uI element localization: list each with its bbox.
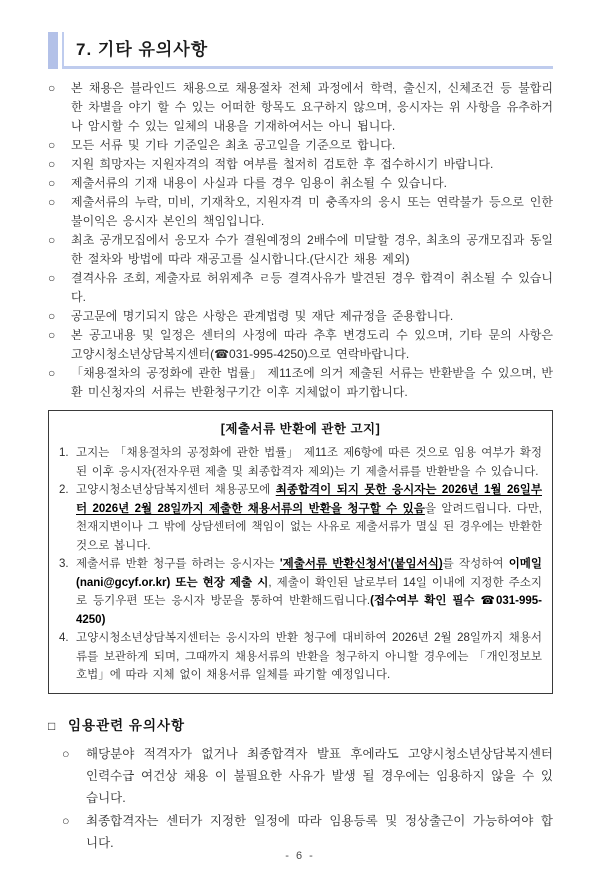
notes-list xyxy=(48,79,553,402)
employment-section xyxy=(48,714,553,854)
notice-item-number: 2. xyxy=(59,484,69,496)
employment-section-header xyxy=(48,714,553,734)
circle-bullet-icon: ○ xyxy=(48,366,56,380)
list-item xyxy=(48,364,553,402)
accent-bar xyxy=(48,32,58,69)
list-item-text: 본 채용은 블라인드 채용으로 채용절차 전체 과정에서 학력, 출신지, 신체조건 등 불합리한 차별을 야기 할 수 있는 어떠한 항목도 요구하지 않으며, 응시자는 위 사항을 유추하거나 암시할 수 있는 일체의 내용을 기재하여서는 아니 됩니다. xyxy=(71,81,553,133)
list-item-text: 결격사유 조회, 제출자료 허위제추 ㄹ등 결격사유가 발견된 경우 합격이 취소될 수 있습니다. xyxy=(71,271,553,304)
notice-item xyxy=(59,629,542,685)
circle-bullet-icon: ○ xyxy=(48,157,56,171)
circle-bullet-icon: ○ xyxy=(48,195,56,209)
circle-bullet-icon: ○ xyxy=(48,328,56,342)
notice-item-text: 고양시청소년상담복지센터 채용공모에 최종합격이 되지 못한 응시자는 2026년 1월 26일부터 2026년 2월 28일까지 제출한 채용서류의 반환을 청구할 수 있음을 알려드립니다. 다만, 천재지변이나 그 밖에 상담센터에 책임이 없는 사유로 제출서류가 멸실 된 경우에는 반환한 것으로 봅니다. xyxy=(76,484,543,552)
list-item xyxy=(48,231,553,269)
list-item xyxy=(48,193,553,231)
page-number: - 6 - xyxy=(285,850,315,862)
notice-item-number: 3. xyxy=(59,558,69,570)
list-item xyxy=(48,174,553,193)
employment-section-title: 임용관련 유의사항 xyxy=(68,717,186,733)
employment-notes-list xyxy=(62,743,553,854)
circle-bullet-icon: ○ xyxy=(62,746,70,761)
list-item-text: 본 공고내용 및 일정은 센터의 사정에 따라 추후 변경도리 수 있으며, 기타 문의 사항은 고양시청소년상담복지센터(☎031-995-4250)으로 연락바랍니다. xyxy=(71,328,553,361)
list-item-text: 「채용절차의 공정화에 관한 법률」 제11조에 의거 제출된 서류는 반환받을 수 있으며, 반환 미신청자의 서류는 반환청구기간 이후 지체없이 파기합니다. xyxy=(71,366,553,399)
notice-item xyxy=(59,444,542,481)
notice-item xyxy=(59,481,542,555)
document-page xyxy=(0,32,600,880)
circle-bullet-icon: ○ xyxy=(62,813,70,828)
notice-item-number: 4. xyxy=(59,632,69,644)
circle-bullet-icon: ○ xyxy=(48,138,56,152)
list-item xyxy=(48,307,553,326)
list-item xyxy=(62,743,553,809)
list-item xyxy=(48,136,553,155)
section-title: 7. 기타 유의사항 xyxy=(62,32,553,69)
notice-item-text: 제출서류 반환 청구를 하려는 응시자는 '제출서류 반환신청서'(붙임서식)를 작성하여 이메일 (nani@gcyf.or.kr) 또는 현장 제출 시, 제출이 확인된 날로부터 14일 이내에 지정한 주소지로 등기우편 또는 응시자 방문을 통하여 반환해드립니다.(접수여부 확인 필수 ☎031-995-4250) xyxy=(76,558,543,626)
list-item-text: 모든 서류 및 기타 기준일은 최초 공고일을 기준으로 합니다. xyxy=(71,138,396,152)
circle-bullet-icon: ○ xyxy=(48,309,56,323)
notice-item xyxy=(59,555,542,629)
list-item-text: 지원 희망자는 지원자격의 적합 여부를 철저히 검토한 후 접수하시기 바랍니다. xyxy=(71,157,494,171)
list-item-text: 최초 공개모집에서 응모자 수가 결원예정의 2배수에 미달할 경우, 최초의 공개모집과 동일한 절차와 방법에 따라 재공고를 실시합니다.(단시간 채용 제외) xyxy=(71,233,553,266)
notice-box xyxy=(48,410,553,694)
notice-item-text: 고양시청소년상담복지센터는 응시자의 반환 청구에 대비하여 2026년 2월 28일까지 채용서류를 보관하게 되며, 그때까지 채용서류의 반환을 청구하지 아니할 경우에는 「개인정보보호법」에 따라 지체 없이 채용서류 일체를 파기할 예정입니다. xyxy=(76,632,542,681)
list-item-text: 제출서류의 기재 내용이 사실과 다를 경우 임용이 취소될 수 있습니다. xyxy=(71,176,447,190)
list-item xyxy=(48,326,553,364)
notice-item-text: 고지는 「채용절차의 공정화에 관한 법률」 제11조 제6항에 따른 것으로 임용 여부가 확정된 이후 응시자(전자우편 제출 및 최종합격자 제외)는 기 제출서류를 반환받을 수 있습니다. xyxy=(76,447,542,478)
list-item-text: 해당분야 적격자가 없거나 최종합격자 발표 후에라도 고양시청소년상담복지센터 인력수급 여건상 채용 이 불필요한 사유가 발생 될 경우에는 임용하지 않을 수 있습니다. xyxy=(86,746,553,805)
list-item xyxy=(48,269,553,307)
circle-bullet-icon: ○ xyxy=(48,233,56,247)
list-item xyxy=(48,155,553,174)
list-item xyxy=(62,810,553,854)
list-item-text: 최종합격자는 센터가 지정한 일정에 따라 임용등록 및 정상출근이 가능하여야 합니다. xyxy=(86,813,553,850)
list-item-text: 제출서류의 누락, 미비, 기재착오, 지원자격 미 충족자의 응시 또는 연락불가 등으로 인한 불이익은 응시자 본인의 책임입니다. xyxy=(71,195,553,228)
notice-item-number: 1. xyxy=(59,447,69,459)
notice-box-title: [제출서류 반환에 관한 고지] xyxy=(220,422,381,436)
circle-bullet-icon: ○ xyxy=(48,81,56,95)
list-item-text: 공고문에 명기되지 않은 사항은 관계법령 및 재단 제규정을 준용합니다. xyxy=(71,309,454,323)
circle-bullet-icon: ○ xyxy=(48,176,56,190)
list-item xyxy=(48,79,553,136)
circle-bullet-icon: ○ xyxy=(48,271,56,285)
square-bullet-icon: □ xyxy=(48,718,56,733)
section-header xyxy=(48,32,553,69)
